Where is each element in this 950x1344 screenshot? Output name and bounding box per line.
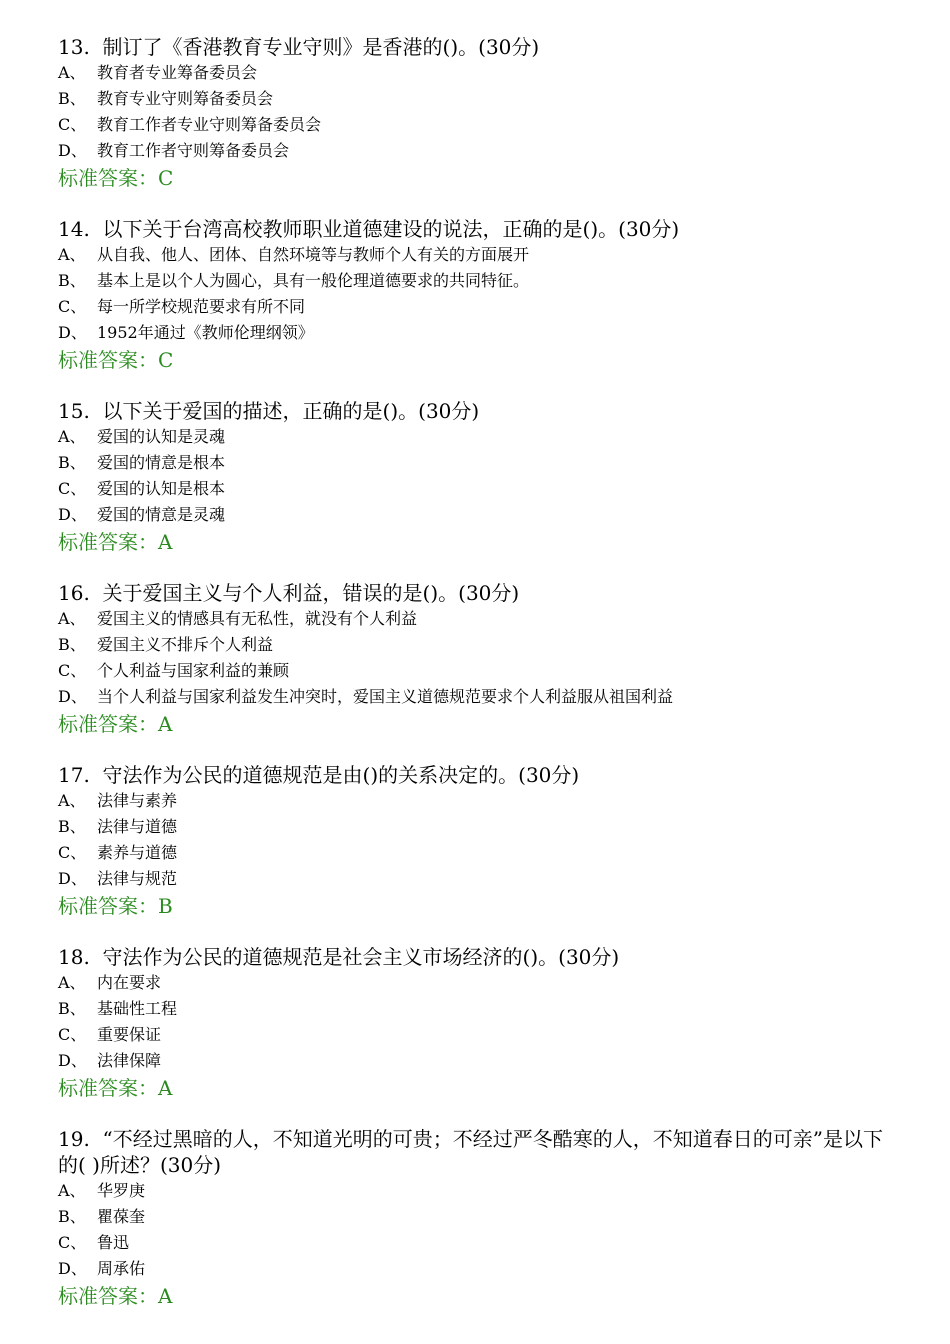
option-d [58, 502, 898, 528]
option-c [58, 1230, 898, 1256]
option-key: B、 [58, 817, 86, 836]
option-text: 瞿葆奎 [97, 1207, 146, 1226]
option-a [58, 60, 898, 86]
option-text: 1952年通过《教师伦理纲领》 [97, 323, 314, 342]
option-text: 教育专业守则筹备委员会 [97, 89, 274, 108]
option-text: 爱国的认知是根本 [97, 479, 226, 498]
question-block [58, 1126, 898, 1310]
option-text: 基础性工程 [97, 999, 178, 1018]
question-number: 13. [58, 35, 90, 59]
option-key: B、 [58, 999, 86, 1018]
option-a [58, 788, 898, 814]
option-text: 素养与道德 [97, 843, 178, 862]
question-title [58, 944, 898, 970]
option-a [58, 970, 898, 996]
option-key: D、 [58, 323, 87, 342]
option-text: 爱国的认知是灵魂 [97, 427, 226, 446]
option-text: 华罗庚 [97, 1181, 146, 1200]
option-text: 爱国主义不排斥个人利益 [97, 635, 274, 654]
option-d [58, 138, 898, 164]
option-key: D、 [58, 1259, 87, 1278]
option-c [58, 476, 898, 502]
option-key: C、 [58, 1025, 87, 1044]
option-c [58, 1022, 898, 1048]
option-b [58, 996, 898, 1022]
question-title [58, 762, 898, 788]
option-key: A、 [58, 609, 86, 628]
option-key: D、 [58, 869, 87, 888]
option-key: D、 [58, 505, 87, 524]
question-number: 16. [58, 581, 90, 605]
option-text: 法律与道德 [97, 817, 178, 836]
question-number: 17. [58, 763, 90, 787]
option-b [58, 814, 898, 840]
question-text: 守法作为公民的道德规范是社会主义市场经济的()。(30分) [102, 945, 620, 969]
question-title [58, 580, 898, 606]
option-text: 教育工作者守则筹备委员会 [97, 141, 290, 160]
option-key: A、 [58, 1181, 86, 1200]
option-text: 法律与规范 [97, 869, 178, 888]
question-number: 18. [58, 945, 90, 969]
option-text: 教育者专业筹备委员会 [97, 63, 258, 82]
question-number: 19. [58, 1127, 90, 1151]
option-key: C、 [58, 297, 87, 316]
question-block [58, 580, 898, 738]
option-key: C、 [58, 1233, 87, 1252]
question-document [58, 34, 898, 1334]
option-b [58, 1204, 898, 1230]
question-number: 14. [58, 217, 90, 241]
option-key: B、 [58, 89, 86, 108]
option-text: 教育工作者专业守则筹备委员会 [97, 115, 322, 134]
option-b [58, 268, 898, 294]
option-a [58, 1178, 898, 1204]
standard-answer: 标准答案：A [58, 530, 173, 554]
option-key: C、 [58, 479, 87, 498]
option-d [58, 866, 898, 892]
question-text: 以下关于台湾高校教师职业道德建设的说法，正确的是()。(30分) [102, 217, 680, 241]
question-text: 关于爱国主义与个人利益，错误的是()。(30分) [102, 581, 520, 605]
option-c [58, 112, 898, 138]
option-key: A、 [58, 63, 86, 82]
option-key: D、 [58, 687, 87, 706]
option-text: 从自我、他人、团体、自然环境等与教师个人有关的方面展开 [97, 245, 530, 264]
option-key: B、 [58, 635, 86, 654]
question-block [58, 34, 898, 192]
option-key: B、 [58, 1207, 86, 1226]
option-key: B、 [58, 453, 86, 472]
option-key: C、 [58, 843, 87, 862]
option-key: A、 [58, 973, 86, 992]
option-d [58, 1048, 898, 1074]
option-c [58, 840, 898, 866]
question-title [58, 398, 898, 424]
option-text: 法律与素养 [97, 791, 178, 810]
option-d [58, 684, 898, 710]
standard-answer: 标准答案：A [58, 1284, 173, 1308]
option-text: 爱国的情意是灵魂 [97, 505, 226, 524]
option-text: 鲁迅 [97, 1233, 130, 1252]
option-text: 重要保证 [97, 1025, 162, 1044]
option-key: D、 [58, 141, 87, 160]
option-text: 每一所学校规范要求有所不同 [97, 297, 306, 316]
option-text: 基本上是以个人为圆心，具有一般伦理道德要求的共同特征。 [97, 271, 530, 290]
option-text: 当个人利益与国家利益发生冲突时，爱国主义道德规范要求个人利益服从祖国利益 [97, 687, 674, 706]
question-block [58, 762, 898, 920]
question-text: “不经过黑暗的人，不知道光明的可贵；不经过严冬酷寒的人，不知道春日的可亲”是以下的( )所述？(30分) [58, 1127, 883, 1177]
standard-answer: 标准答案：B [58, 894, 173, 918]
option-a [58, 424, 898, 450]
option-key: A、 [58, 427, 86, 446]
option-key: C、 [58, 661, 87, 680]
question-block [58, 944, 898, 1102]
option-text: 个人利益与国家利益的兼顾 [97, 661, 290, 680]
question-title [58, 216, 898, 242]
option-b [58, 86, 898, 112]
option-d [58, 320, 898, 346]
option-a [58, 242, 898, 268]
option-text: 周承佑 [97, 1259, 146, 1278]
option-d [58, 1256, 898, 1282]
question-text: 制订了《香港教育专业守则》是香港的()。(30分) [102, 35, 540, 59]
option-b [58, 632, 898, 658]
option-text: 法律保障 [97, 1051, 162, 1070]
standard-answer: 标准答案：C [58, 348, 174, 372]
question-number: 15. [58, 399, 90, 423]
option-a [58, 606, 898, 632]
standard-answer: 标准答案：A [58, 712, 173, 736]
option-c [58, 294, 898, 320]
question-text: 以下关于爱国的描述，正确的是()。(30分) [102, 399, 480, 423]
question-text: 守法作为公民的道德规范是由()的关系决定的。(30分) [102, 763, 580, 787]
standard-answer: 标准答案：A [58, 1076, 173, 1100]
question-title [58, 34, 898, 60]
question-title [58, 1126, 898, 1178]
option-b [58, 450, 898, 476]
option-text: 爱国主义的情感具有无私性，就没有个人利益 [97, 609, 418, 628]
option-key: D、 [58, 1051, 87, 1070]
option-key: A、 [58, 245, 86, 264]
question-block [58, 398, 898, 556]
option-text: 内在要求 [97, 973, 162, 992]
option-key: A、 [58, 791, 86, 810]
standard-answer: 标准答案：C [58, 166, 174, 190]
option-text: 爱国的情意是根本 [97, 453, 226, 472]
question-block [58, 216, 898, 374]
option-key: B、 [58, 271, 86, 290]
option-key: C、 [58, 115, 87, 134]
option-c [58, 658, 898, 684]
